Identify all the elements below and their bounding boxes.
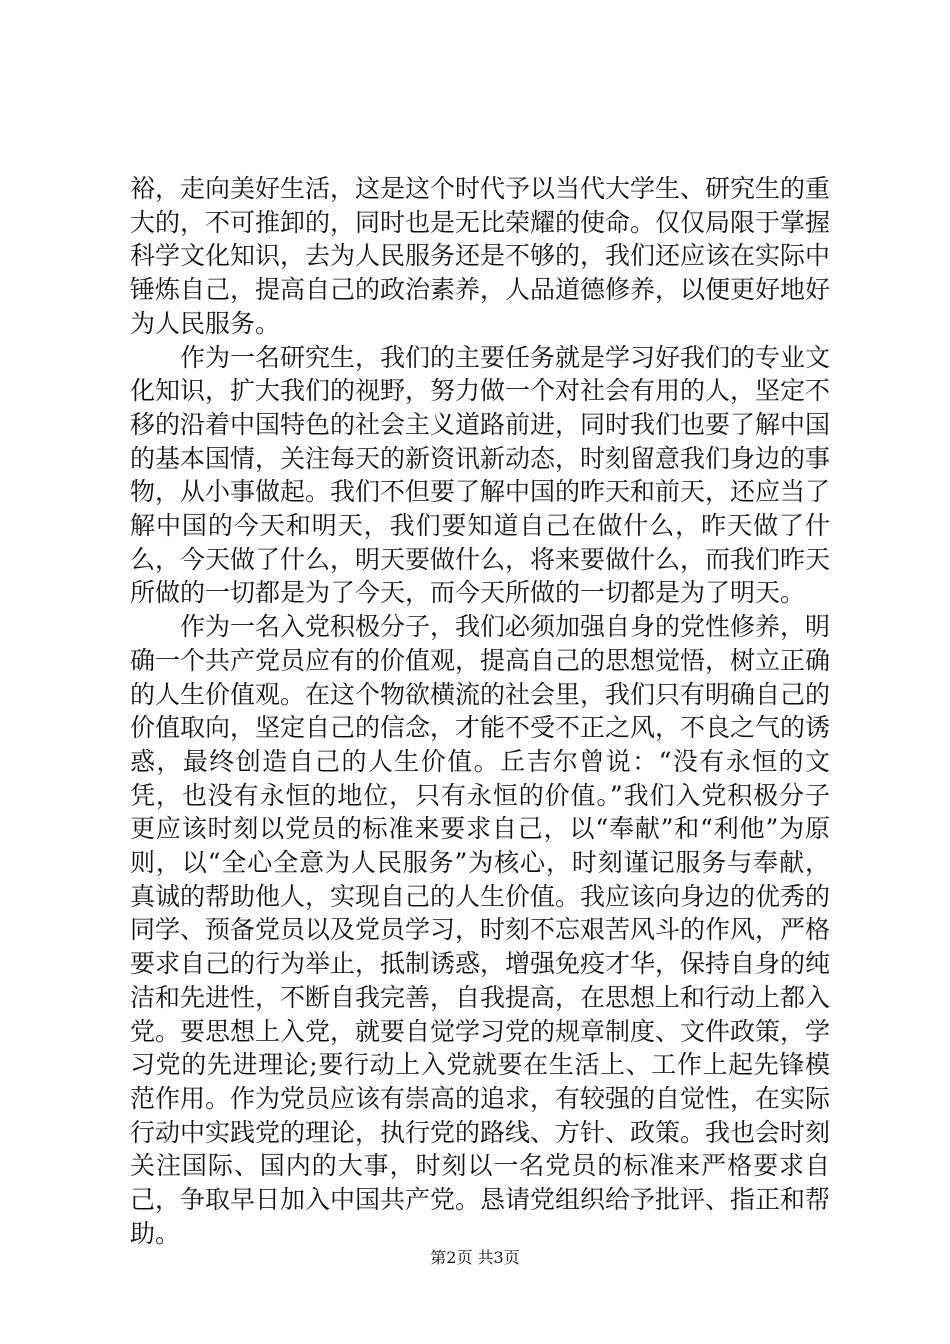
paragraph-continuation: 裕，走向美好生活，这是这个时代予以当代大学生、研究生的重大的，不可推卸的，同时也是无比荣耀的使命。仅仅局限于掌握科学文化知识，去为人民服务还是不够的，我们还应该在实际中锤炼自己，提高自己的政治素养，人品道德修养，以便更好地好为人民服务。 (130, 174, 831, 338)
paragraph-party-activist: 作为一名入党积极分子，我们必须加强自身的党性修养，明确一个共产党员应有的价值观，提高自己的思想觉悟，树立正确的人生价值观。在这个物欲横流的社会里，我们只有明确自己的价值取向，坚定自己的信念，才能不受不正之风，不良之气的诱惑，最终创造自己的人生价值。丘吉尔曾说：“没有永恒的文凭，也没有永恒的地位，只有永恒的价值。”我们入党积极分子更应该时刻以党员的标准来要求自己，以“奉献”和“利他”为原则，以“全心全意为人民服务”为核心，时刻谨记服务与奉献，真诚的帮助他人，实现自己的人生价值。我应该向身边的优秀的同学、预备党员以及党员学习，时刻不忘艰苦风斗的作风，严格要求自己的行为举止，抵制诱惑，增强免疫才华，保持自身的纯洁和先进性，不断自我完善，自我提高，在思想上和行动上都入党。要思想上入党，就要自觉学习党的规章制度、文件政策，学习党的先进理论;要行动上入党就要在生活上、工作上起先锋模范作用。作为党员应该有崇高的追求，有较强的自觉性，在实际行动中实践党的理论，执行党的路线、方针、政策。我也会时刻关注国际、国内的大事，时刻以一名党员的标准来严格要求自己，争取早日加入中国共产党。恳请党组织给予批评、指正和帮助。 (130, 612, 831, 1248)
document-body (130, 172, 830, 1251)
page-footer: 第2页 共3页 (430, 1248, 520, 1267)
paragraph-graduate-study: 作为一名研究生，我们的主要任务就是学习好我们的专业文化知识，扩大我们的视野，努力做一个对社会有用的人，坚定不移的沿着中国特色的社会主义道路前进，同时我们也要了解中国的基本国情，关注每天的新资讯新动态，时刻留意我们身边的事物，从小事做起。我们不但要了解中国的昨天和前天，还应当了解中国的今天和明天，我们要知道自己在做什么，昨天做了什么，今天做了什么，明天要做什么，将来要做什么，而我们昨天所做的一切都是为了今天，而今天所做的一切都是为了明天。 (130, 342, 831, 608)
